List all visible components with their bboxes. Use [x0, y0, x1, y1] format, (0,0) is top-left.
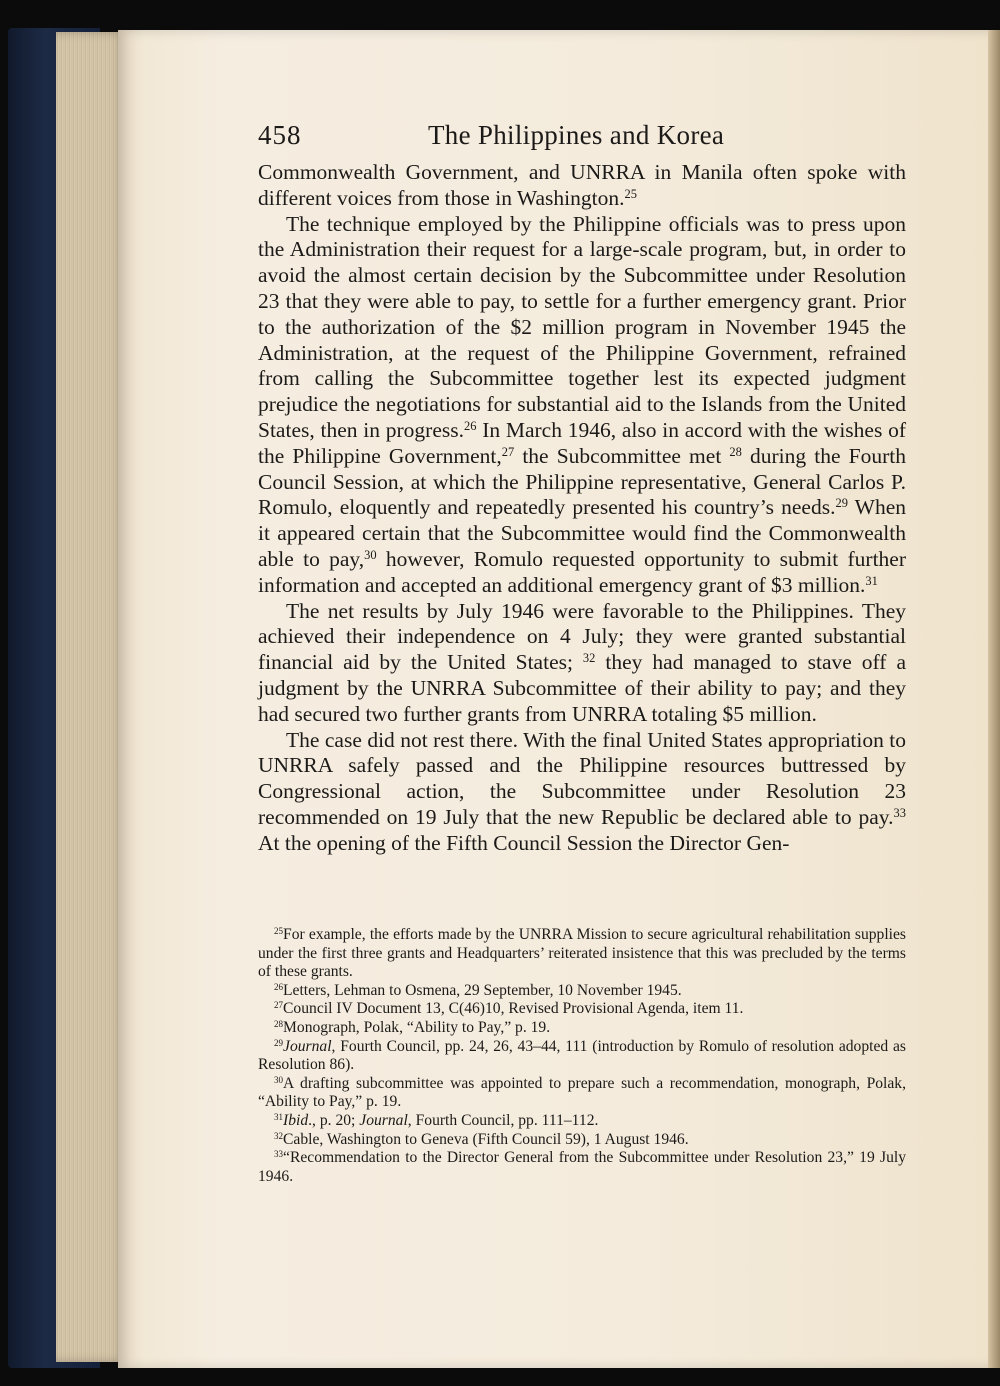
- text-run: ., p. 20;: [308, 1111, 360, 1129]
- text-run: In March 1946, also in accord with the wishes of the Philippine Government,: [258, 417, 906, 468]
- footnote: [258, 1075, 906, 1112]
- italic-text: Ibid: [283, 1111, 309, 1129]
- footnote-ref: 29: [835, 496, 848, 511]
- text-run: A drafting subcommittee was appointed to prepare such a recommendation, monograph, Polak, “Ability to Pay,” p. 19.: [258, 1074, 906, 1111]
- italic-text: Journal: [283, 1037, 332, 1055]
- footnote: [258, 1149, 906, 1186]
- paragraph: [258, 212, 906, 599]
- footnote-number: 25: [274, 926, 284, 937]
- text-run: , Fourth Council, pp. 111–112.: [407, 1111, 599, 1129]
- text-run: Letters, Lehman to Osmena, 29 September, 10 November 1945.: [283, 981, 682, 999]
- text-run: Council IV Document 13, C(46)10, Revised Provisional Agenda, item 11.: [283, 1000, 744, 1018]
- footnotes: [258, 926, 906, 1186]
- text-run: the Subcommittee met: [514, 443, 730, 468]
- text-run: At the opening of the Fifth Council Session the Director Gen-: [258, 830, 790, 855]
- text-run: When it appeared certain that the Subcommittee would find the Commonwealth able to pay,: [258, 495, 906, 571]
- text-run: , Fourth Council, pp. 24, 26, 43–44, 111 (introduction by Romulo of resolution adopted as Resolution 86).: [258, 1037, 906, 1074]
- text-run: “Recommendation to the Director General from the Subcommittee under Resolution 23,” 19 July 1946.: [258, 1149, 906, 1185]
- footnote-ref: 30: [364, 548, 377, 563]
- footnote-number: 26: [274, 981, 284, 992]
- footnote-number: 28: [274, 1019, 284, 1029]
- footnote-ref: 32: [582, 651, 596, 666]
- footnote: [258, 1000, 906, 1019]
- footnote: [258, 1019, 906, 1038]
- footnote-number: 29: [274, 1037, 284, 1048]
- running-title: The Philippines and Korea: [428, 120, 725, 150]
- text-run: For example, the efforts made by the UNRRA Mission to secure agricultural rehabilitation supplies under the first three grants and Headquarters’ reiterated insistence that this was precluded by the terms of these grants.: [258, 926, 906, 981]
- text-run: Monograph, Polak, “Ability to Pay,” p. 19.: [283, 1018, 551, 1036]
- footnote: [258, 1112, 906, 1131]
- text-run: The case did not rest there. With the final United States appropriation to UNRRA safely passed and the Philippine resources buttressed by Congressional action, the Subcommittee under Resolution 23 recommended on 19 July that the new Republic be declared able to pay.: [258, 727, 906, 829]
- text-run: The technique employed by the Philippine officials was to press upon the Administration their request for a large-scale program, but, in order to avoid the almost certain decision by the Subcommittee under Resolution 23 that they were able to pay, to settle for a further emergency grant. Prior to the authorization of the $2 million program in November 1945 the Administration, at the request of the Philippine Government, refrained from calling the Subcommittee together lest its expected judgment prejudice the negotiations for substantial aid to the Islands from the United States, then in progress.: [258, 211, 906, 442]
- footnote-number: 31: [274, 1111, 284, 1122]
- text-run: Commonwealth Government, and UNRRA in Manila often spoke with different voices from those in Washington.: [258, 160, 906, 210]
- footnote-number: 32: [274, 1130, 284, 1141]
- text-run: Cable, Washington to Geneva (Fifth Council 59), 1 August 1946.: [283, 1130, 689, 1148]
- text-run: however, Romulo requested opportunity to submit further information and accepted an additional emergency grant of $3 million.: [258, 546, 906, 597]
- paragraph: [258, 728, 906, 857]
- footnote-number: 30: [274, 1074, 284, 1085]
- footnote-ref: 31: [865, 573, 878, 588]
- footnote-ref: 33: [893, 806, 906, 821]
- page-edges: [56, 32, 126, 1362]
- facing-page-edge: [988, 30, 1000, 1368]
- text-run: they had managed to stave off a judgment by the UNRRA Subcommittee of their ability to pay; and they had secured two further grants from UNRRA totaling $5 million.: [258, 650, 906, 726]
- running-header: [258, 120, 908, 154]
- paragraph: [258, 160, 906, 212]
- paragraph: [258, 599, 906, 728]
- footnote-ref: 27: [501, 444, 515, 459]
- body-text: [258, 160, 906, 857]
- footnote: [258, 1038, 906, 1075]
- text-run: The net results by July 1946 were favorable to the Philippines. They achieved their independence on 4 July; they were granted substantial financial aid by the United States;: [258, 598, 906, 675]
- footnote-number: 27: [274, 1000, 284, 1011]
- footnote-number: 33: [274, 1149, 284, 1160]
- footnote: [258, 926, 906, 982]
- footnote-ref: 25: [624, 186, 637, 201]
- footnote: [258, 982, 906, 1001]
- italic-text: Journal: [359, 1111, 408, 1129]
- page-number: 458: [258, 120, 302, 150]
- footnote-ref: 28: [729, 444, 742, 459]
- footnote: [258, 1131, 906, 1150]
- footnote-ref: 26: [463, 419, 477, 434]
- text-run: during the Fourth Council Session, at which the Philippine representative, General Carlos P. Romulo, eloquently and repeatedly presented his country’s needs.: [258, 443, 906, 520]
